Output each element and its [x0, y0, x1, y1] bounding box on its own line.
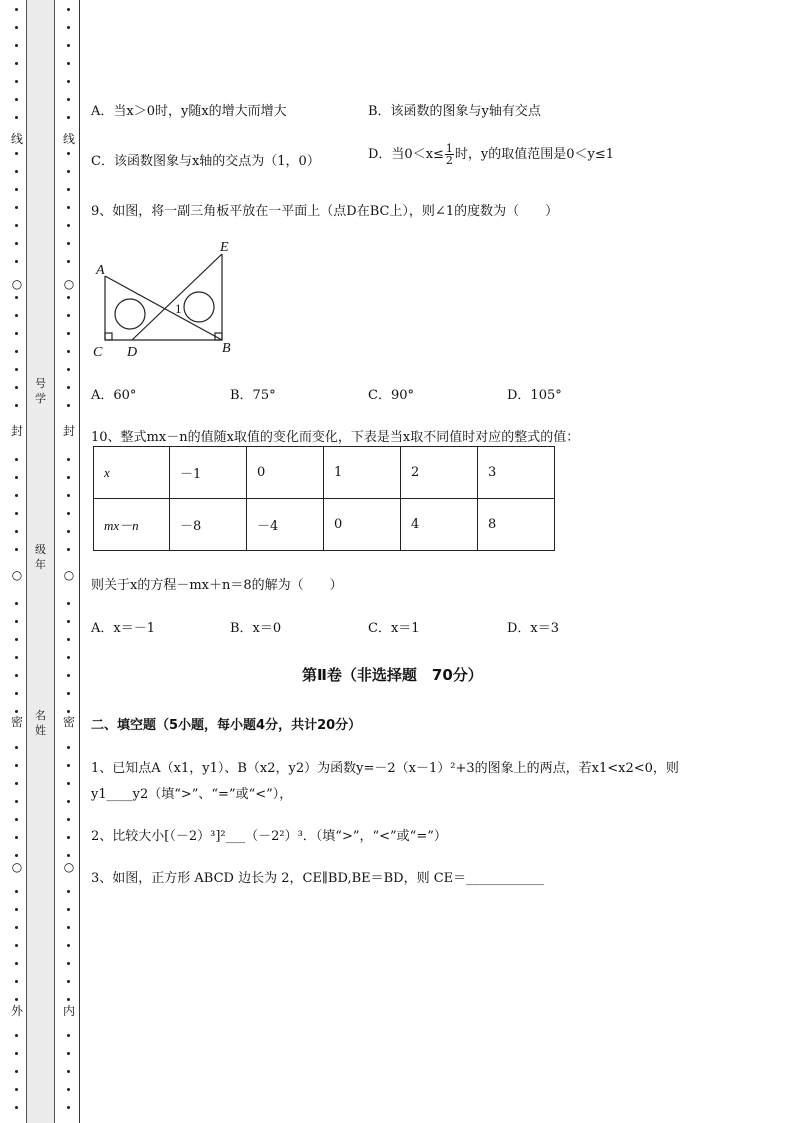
q10-value-table	[93, 446, 555, 551]
binding-strip	[26, 0, 55, 1123]
binding-dot	[67, 836, 70, 839]
binding-dot	[15, 1052, 18, 1055]
q8-option-d-fraction	[445, 143, 454, 166]
binding-dot	[15, 44, 18, 47]
table-row	[94, 499, 555, 551]
binding-dot	[67, 26, 70, 29]
q9-figure	[88, 234, 248, 364]
binding-dot	[15, 224, 18, 227]
binding-left-mark: 外	[10, 1004, 23, 1018]
binding-dot	[15, 1070, 18, 1073]
binding-dot	[67, 512, 70, 515]
binding-dot	[67, 854, 70, 857]
binding-dot	[67, 1088, 70, 1091]
binding-dot	[15, 1088, 18, 1091]
binding-dot	[15, 854, 18, 857]
binding-dot	[15, 710, 18, 713]
binding-dot	[67, 620, 70, 623]
binding-dot	[15, 62, 18, 65]
binding-dot	[15, 494, 18, 497]
binding-dot	[67, 926, 70, 929]
binding-dot	[15, 692, 18, 695]
binding-dot	[67, 260, 70, 263]
binding-dot	[15, 638, 18, 641]
binding-dot	[67, 386, 70, 389]
binding-dot	[15, 962, 18, 965]
binding-left-mark: 密	[10, 715, 23, 729]
right-angle-c	[105, 333, 112, 340]
q10-option-c: C．x＝1	[368, 621, 420, 636]
table-cell: －8	[170, 499, 247, 551]
binding-dot	[67, 944, 70, 947]
binding-dot	[67, 980, 70, 983]
q10-option-d: D．x＝3	[507, 621, 560, 636]
binding-dot	[67, 710, 70, 713]
fill-q1-line2: y1____y2（填“>”、“=”或“<”），	[91, 787, 293, 802]
q8-option-b: B．该函数的图象与y轴有交点	[368, 104, 541, 119]
binding-dot	[15, 386, 18, 389]
fill-blank-section-heading: 二、填空题（5小题，每小题4分，共计20分）	[91, 718, 362, 733]
label-angle-1: 1	[175, 301, 182, 316]
binding-dot	[67, 116, 70, 119]
edge-ab	[105, 276, 222, 340]
table-cell: 2	[401, 447, 478, 499]
name-label: 名 姓	[35, 709, 46, 737]
binding-dot	[67, 368, 70, 371]
fill-q1-line1: 1、已知点A（x1，y1）、B（x2，y2）为函数y=－2（x－1）²+3的图象上的两点，若x1<x2<0，则	[91, 761, 679, 776]
q8-option-c: C．该函数图象与x轴的交点为（1，0）	[91, 154, 320, 169]
binding-dot	[67, 170, 70, 173]
binding-dot	[67, 62, 70, 65]
label-d: D	[127, 345, 138, 360]
binding-right-mark: ○	[61, 277, 77, 291]
binding-dot	[15, 26, 18, 29]
q9-option-a: A．60°	[91, 388, 137, 403]
table-cell: mx－n	[94, 499, 170, 551]
binding-dot	[15, 1034, 18, 1037]
binding-dot	[15, 260, 18, 263]
binding-dot	[15, 404, 18, 407]
table-cell: 0	[324, 499, 401, 551]
binding-dot	[15, 908, 18, 911]
binding-dot	[67, 8, 70, 11]
binding-dot	[67, 1052, 70, 1055]
binding-dot	[15, 170, 18, 173]
binding-dot	[67, 80, 70, 83]
q8-option-d-prefix: D．当0＜x≤	[368, 147, 444, 162]
binding-dot	[15, 152, 18, 155]
binding-dot	[67, 962, 70, 965]
fraction-denominator: 2	[445, 154, 453, 167]
binding-dot	[67, 98, 70, 101]
table-cell: x	[94, 447, 170, 499]
binding-left-mark: ○	[9, 277, 25, 291]
q8-option-d-suffix: 时，y的取值范围是0＜y≤1	[454, 147, 615, 162]
binding-dots-right	[64, 0, 74, 1123]
fraction-numerator: 1	[445, 142, 453, 155]
table-cell: 1	[324, 447, 401, 499]
label-b: B	[222, 341, 231, 356]
part-two-title: 第Ⅱ卷（非选择题 70分）	[302, 666, 483, 684]
binding-right-mark: 内	[62, 1004, 75, 1018]
binding-dot	[67, 530, 70, 533]
binding-dot	[15, 818, 18, 821]
binding-dot	[67, 476, 70, 479]
binding-dot	[67, 548, 70, 551]
binding-dot	[67, 1070, 70, 1073]
label-c: C	[93, 345, 103, 360]
binding-right-mark: 封	[62, 424, 75, 438]
binding-dot	[67, 188, 70, 191]
binding-dot	[15, 800, 18, 803]
binding-left-mark: ○	[9, 860, 25, 874]
label-a: A	[96, 263, 105, 278]
q8-option-a: A．当x＞0时，y随x的增大而增大	[91, 104, 287, 119]
table-row	[94, 447, 555, 499]
binding-dot	[15, 656, 18, 659]
table-cell: 4	[401, 499, 478, 551]
binding-dot	[15, 98, 18, 101]
binding-right-mark: ○	[61, 860, 77, 874]
binding-rule	[79, 0, 80, 1123]
binding-dot	[67, 656, 70, 659]
q9-stem: 9、如图，将一副三角板平放在一平面上（点D在BC上），则∠1的度数为（ ）	[91, 204, 559, 219]
q9-option-d: D．105°	[507, 388, 562, 403]
q9-option-b: B．75°	[230, 388, 276, 403]
binding-dot	[67, 458, 70, 461]
binding-dot	[15, 980, 18, 983]
binding-dot	[15, 836, 18, 839]
binding-dot	[67, 908, 70, 911]
binding-dot	[67, 998, 70, 1001]
edge-de	[132, 254, 222, 340]
student-id-label: 号 学	[35, 377, 46, 405]
binding-dot	[15, 674, 18, 677]
binding-dot	[15, 206, 18, 209]
binding-dot	[15, 530, 18, 533]
binding-dot	[67, 242, 70, 245]
binding-dot	[67, 152, 70, 155]
binding-dot	[15, 296, 18, 299]
triangle-hole-right	[184, 292, 214, 322]
binding-dot	[67, 1106, 70, 1109]
binding-dot	[67, 890, 70, 893]
table-cell: －1	[170, 447, 247, 499]
binding-dot	[15, 926, 18, 929]
binding-dot	[67, 44, 70, 47]
binding-dot	[15, 746, 18, 749]
binding-dot	[15, 314, 18, 317]
binding-dot	[67, 692, 70, 695]
q10-option-a: A．x＝－1	[91, 621, 155, 636]
binding-dot	[15, 620, 18, 623]
binding-left-mark: ○	[9, 568, 25, 582]
fill-q2: 2、比较大小[（－2）³]²___（－2²）³．（填“>”，“<”或“=”）	[91, 829, 447, 844]
binding-dot	[67, 746, 70, 749]
binding-dot	[67, 404, 70, 407]
binding-dot	[67, 800, 70, 803]
binding-dot	[67, 350, 70, 353]
binding-dot	[15, 944, 18, 947]
binding-dot	[15, 512, 18, 515]
binding-dot	[67, 314, 70, 317]
binding-dot	[15, 476, 18, 479]
binding-dot	[67, 206, 70, 209]
binding-dot	[67, 296, 70, 299]
binding-dot	[67, 332, 70, 335]
triangle-hole-left	[115, 299, 145, 329]
table-cell: 3	[478, 447, 555, 499]
binding-dot	[15, 602, 18, 605]
binding-dot	[15, 998, 18, 1001]
binding-dot	[15, 764, 18, 767]
binding-dot	[15, 350, 18, 353]
binding-left-mark: 封	[10, 424, 23, 438]
binding-dot	[67, 224, 70, 227]
binding-dot	[67, 1034, 70, 1037]
binding-dot	[15, 8, 18, 11]
binding-dot	[15, 458, 18, 461]
grade-label: 级 年	[35, 543, 46, 571]
table-cell: 8	[478, 499, 555, 551]
binding-dot	[15, 242, 18, 245]
binding-dot	[15, 548, 18, 551]
binding-left-mark: 线	[10, 132, 23, 146]
binding-dot	[67, 818, 70, 821]
binding-dot	[67, 782, 70, 785]
binding-dot	[15, 80, 18, 83]
binding-dot	[67, 602, 70, 605]
binding-dot	[67, 764, 70, 767]
binding-dot	[67, 494, 70, 497]
fill-q3: 3、如图，正方形 ABCD 边长为 2，CE∥BD,BE＝BD，则 CE＝____________	[91, 871, 545, 886]
q10-stem: 10、整式mx－n的值随x取值的变化而变化，下表是当x取不同值时对应的整式的值：	[91, 430, 580, 445]
q10-question: 则关于x的方程－mx＋n＝8的解为（ ）	[91, 578, 343, 593]
binding-dots-left	[12, 0, 22, 1123]
binding-right-mark: 密	[62, 715, 75, 729]
binding-dot	[15, 782, 18, 785]
binding-dot	[15, 1106, 18, 1109]
table-cell: 0	[247, 447, 324, 499]
binding-dot	[15, 116, 18, 119]
table-cell: －4	[247, 499, 324, 551]
binding-dot	[67, 638, 70, 641]
q9-option-c: C．90°	[368, 388, 414, 403]
q8-option-d	[368, 143, 614, 166]
binding-dot	[15, 332, 18, 335]
label-e: E	[220, 240, 229, 255]
binding-dot	[15, 368, 18, 371]
binding-right-mark: 线	[62, 132, 75, 146]
binding-dot	[15, 188, 18, 191]
q10-option-b: B．x＝0	[230, 621, 282, 636]
binding-right-mark: ○	[61, 568, 77, 582]
binding-dot	[15, 890, 18, 893]
binding-dot	[67, 674, 70, 677]
